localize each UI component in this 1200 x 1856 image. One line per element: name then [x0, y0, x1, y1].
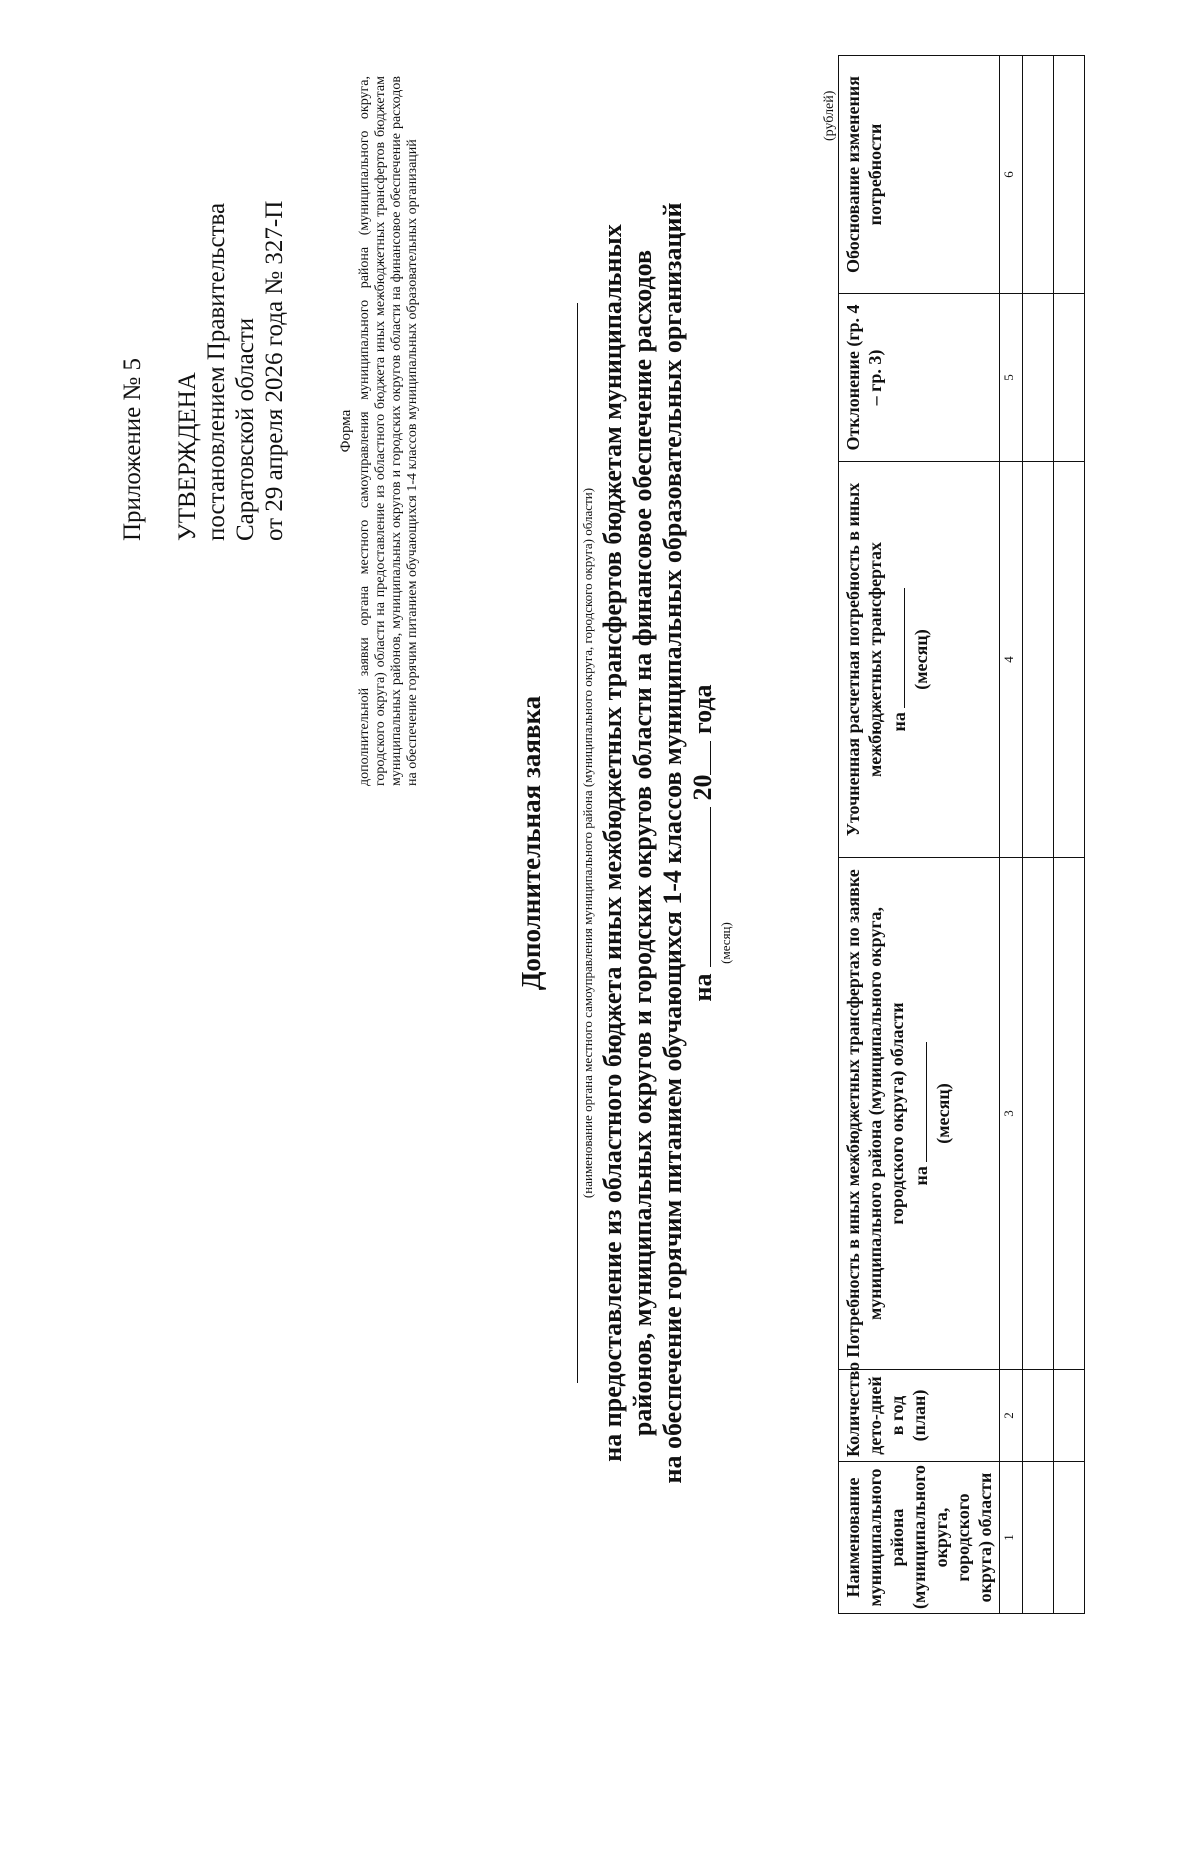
header-requested-need — [839, 858, 1000, 1370]
table-cell[interactable] — [1023, 1370, 1054, 1462]
month-hint: (месяц) — [718, 922, 733, 964]
approved-label: УТВЕРЖДЕНА — [174, 372, 201, 541]
month-field[interactable] — [688, 807, 711, 967]
approval-date: от 29 апреля 2026 года № 327-П — [261, 200, 288, 541]
period-suffix: года — [688, 684, 717, 735]
header-month-hint: (месяц) — [933, 1083, 953, 1144]
title-block — [515, 30, 733, 1656]
table-cell[interactable] — [1054, 858, 1085, 1370]
column-number: 4 — [1000, 462, 1023, 858]
period-line — [688, 30, 718, 1656]
subject-line-3: на обеспечение горячим питанием обучающихся 1-4 классов муниципальных образовательных организаций — [658, 202, 687, 1484]
subject-line-2: районов, муниципальных округов и городских округов области на финансовое обеспечение расходов — [628, 249, 657, 1437]
header-refined-need — [839, 462, 1000, 858]
year-field[interactable] — [688, 741, 711, 775]
currency-note: (рублей) — [822, 90, 837, 141]
table-cell[interactable] — [1054, 294, 1085, 462]
document-title: Дополнительная заявка — [516, 695, 546, 991]
table-cell[interactable] — [1054, 1370, 1085, 1462]
header-month-field — [908, 1042, 927, 1162]
approval-block — [118, 61, 289, 541]
column-number: 1 — [1000, 1462, 1023, 1614]
form-caption — [338, 76, 421, 786]
header-child-days: Количество дето-дней в год (план) — [839, 1370, 1000, 1462]
table-cell[interactable] — [1023, 858, 1054, 1370]
column-number: 5 — [1000, 294, 1023, 462]
header-refined-need-text: Уточненная расчетная потребность в иных межбюджетных трансфертах — [843, 482, 885, 837]
header-municipality: Наименование муниципального района (муниципального округа, городского округа) области — [839, 1462, 1000, 1614]
period-year: 20 — [688, 774, 717, 801]
column-number-row — [1000, 56, 1023, 1614]
request-table — [838, 55, 1085, 1614]
header-justification: Обоснование изменения потребности — [839, 56, 1000, 294]
header-deviation: Отклонение (гр. 4 – гр. 3) — [839, 294, 1000, 462]
table-row — [1023, 56, 1054, 1614]
column-number: 2 — [1000, 1370, 1023, 1462]
appendix-number: Приложение № 5 — [119, 357, 146, 541]
header-on-label: на — [911, 1166, 931, 1186]
organization-caption: (наименование органа местного самоуправления муниципального района (муниципального округа, городского округа) области) — [580, 487, 595, 1199]
table-header-row — [839, 56, 1000, 1614]
table-cell[interactable] — [1054, 56, 1085, 294]
form-label: Форма — [338, 409, 354, 453]
header-month-hint: (месяц) — [911, 629, 931, 690]
header-on-label: на — [889, 712, 909, 732]
column-number: 3 — [1000, 858, 1023, 1370]
header-month-field — [886, 588, 905, 708]
table-cell[interactable] — [1023, 462, 1054, 858]
column-number: 6 — [1000, 56, 1023, 294]
approval-region: Саратовской области — [232, 317, 259, 541]
table-cell[interactable] — [1023, 294, 1054, 462]
table-cell[interactable] — [1054, 462, 1085, 858]
subject-line-1: на предоставление из областного бюджета иных межбюджетных трансфертов бюджетам муниципальных — [598, 224, 627, 1462]
table-cell[interactable] — [1023, 56, 1054, 294]
table-cell[interactable] — [1023, 1462, 1054, 1614]
form-description: дополнительной заявки органа местного самоуправления муниципального района (муниципального округа, городского округа) области на предоставление из областного бюджета иных межбюджетных трансфертов бюджетам муниципальных районов, муниципальных округов и городских округов области на финансовое обеспечение расходов на обеспечение горячим питанием обучающихся 1-4 классов муниципальных образовательных организаций — [357, 76, 420, 786]
organization-name-field[interactable] — [563, 303, 578, 1383]
header-requested-need-text: Потребность в иных межбюджетных трансфертах по заявке муниципального района (муниципального округа, городского округа) области — [843, 869, 907, 1358]
table-row — [1054, 56, 1085, 1614]
approval-authority: постановлением Правительства — [203, 202, 230, 541]
table-cell[interactable] — [1054, 1462, 1085, 1614]
document-subject — [598, 30, 688, 1656]
period-prefix: на — [688, 973, 717, 1002]
